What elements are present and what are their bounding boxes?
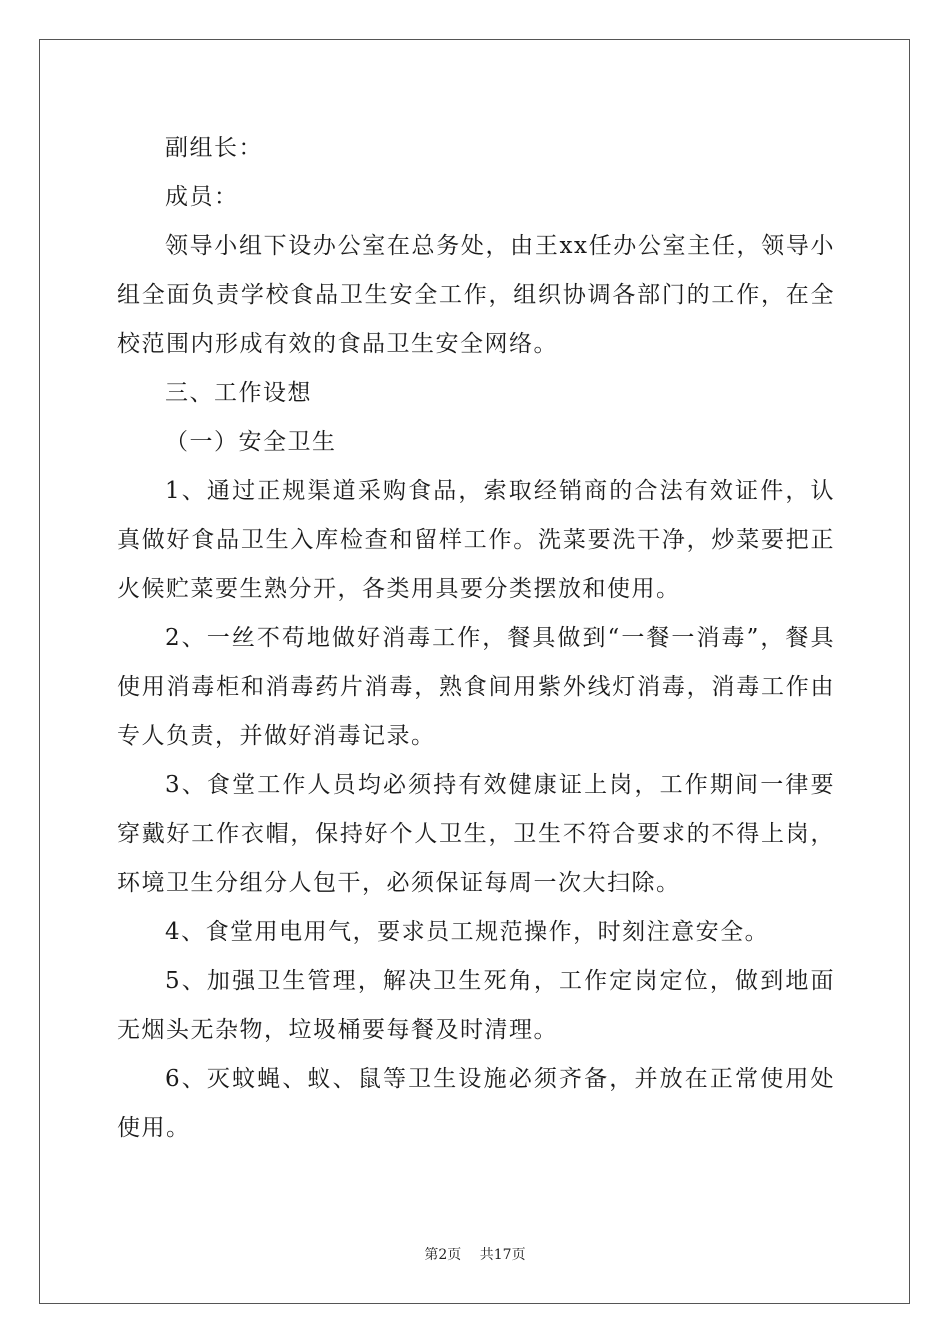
document-body — [117, 124, 835, 1153]
section-heading-work-plan: 三、工作设想 — [165, 380, 312, 406]
paragraph-office: 领导小组下设办公室在总务处，由王xx任办公室主任，领导小组全面负责学校食品卫生安全工作，组织协调各部门的工作，在全校范围内形成有效的食品卫生安全网络。 — [117, 233, 835, 357]
subsection-heading-safety-hygiene: （一）安全卫生 — [165, 429, 337, 455]
paragraph-members: 成员： — [165, 184, 239, 210]
list-item-1: 1、通过正规渠道采购食品，索取经销商的合法有效证件，认真做好食品卫生入库检查和留样工作。洗菜要洗干净，炒菜要把正火候贮菜要生熟分开，各类用具要分类摆放和使用。 — [117, 478, 835, 602]
list-item-2: 2、一丝不苟地做好消毒工作，餐具做到“一餐一消毒”，餐具使用消毒柜和消毒药片消毒，熟食间用紫外线灯消毒，消毒工作由专人负责，并做好消毒记录。 — [117, 625, 835, 749]
page-footer — [0, 1244, 950, 1264]
list-item-3: 3、食堂工作人员均必须持有效健康证上岗，工作期间一律要穿戴好工作衣帽，保持好个人卫生，卫生不符合要求的不得上岗，环境卫生分组分人包干，必须保证每周一次大扫除。 — [117, 772, 835, 896]
paragraph-deputy-leader: 副组长： — [165, 135, 263, 161]
page-number: 第2页 — [424, 1247, 462, 1263]
page-total: 共17页 — [479, 1247, 526, 1263]
list-item-5: 5、加强卫生管理，解决卫生死角，工作定岗定位，做到地面无烟头无杂物，垃圾桶要每餐及时清理。 — [117, 968, 835, 1043]
list-item-6: 6、灭蚊蝇、蚁、鼠等卫生设施必须齐备，并放在正常使用处使用。 — [117, 1066, 835, 1141]
list-item-4: 4、食堂用电用气，要求员工规范操作，时刻注意安全。 — [165, 919, 770, 945]
